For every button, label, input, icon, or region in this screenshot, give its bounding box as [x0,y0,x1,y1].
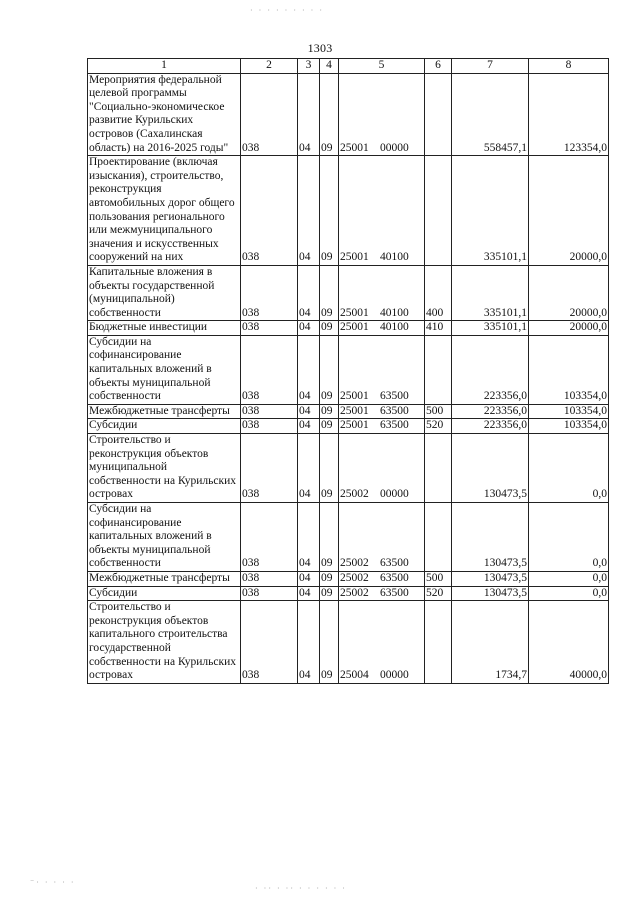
target-article-suffix: 63500 [380,404,409,417]
target-article-part: 25002 [340,557,369,570]
amount-col8-cell: 0,0 [529,434,609,503]
target-article-suffix: 63500 [380,419,409,432]
ministry-code-cell: 038 [241,404,298,419]
scan-artifact-bottom: · ·· · ·· · · · · · · [255,884,347,893]
row-name-cell: Субсидии на софинансирование капитальных вложений в объекты муниципальной собственности [88,335,241,404]
section-code-cell: 04 [298,503,320,572]
ministry-code-cell: 038 [241,265,298,320]
expense-type-cell [425,503,452,572]
header-cell: 4 [320,59,339,74]
amount-col7-cell: 130473,5 [452,503,529,572]
expense-type-cell: 500 [425,404,452,419]
amount-col8-cell: 123354,0 [529,73,609,156]
target-article-cell [339,335,425,404]
amount-col7-cell: 130473,5 [452,586,529,601]
row-name-cell: Строительство и реконструкция объектов капитального строительства государственной собственности на Курильских островах [88,601,241,684]
expense-type-cell [425,601,452,684]
section-code-cell: 04 [298,586,320,601]
amount-col8-cell: 20000,0 [529,321,609,336]
table-row [88,404,609,419]
header-cell: 5 [339,59,425,74]
target-article-part: 25004 [340,669,369,682]
target-article-suffix: 40100 [380,306,409,319]
amount-col7-cell: 130473,5 [452,434,529,503]
row-name-cell: Строительство и реконструкция объектов муниципальной собственности на Курильских островах [88,434,241,503]
ministry-code-cell: 038 [241,156,298,266]
amount-col7-cell: 335101,1 [452,156,529,266]
target-article-part: 25002 [340,586,369,599]
amount-col8-cell: 0,0 [529,571,609,586]
section-code-cell: 04 [298,321,320,336]
target-article-cell [339,73,425,156]
target-article-suffix: 40100 [380,321,409,334]
row-name-cell: Проектирование (включая изыскания), строительство, реконструкция автомобильных дорог общего пользования регионального или межмуниципального значения и искусственных сооружений на них [88,156,241,266]
target-article-cell [339,419,425,434]
table-row [88,434,609,503]
amount-col8-cell: 103354,0 [529,335,609,404]
target-article-cell [339,265,425,320]
subsection-code-cell: 09 [320,434,339,503]
row-name-cell: Бюджетные инвестиции [88,321,241,336]
target-article-cell [339,321,425,336]
expense-type-cell [425,434,452,503]
ministry-code-cell: 038 [241,434,298,503]
amount-col7-cell: 223356,0 [452,404,529,419]
ministry-code-cell: 038 [241,335,298,404]
target-article-suffix: 63500 [380,390,409,403]
header-cell: 3 [298,59,320,74]
target-article-suffix: 63500 [380,571,409,584]
table-row [88,335,609,404]
header-cell: 6 [425,59,452,74]
section-code-cell: 04 [298,335,320,404]
section-code-cell: 04 [298,419,320,434]
target-article-cell [339,571,425,586]
row-name-cell: Межбюджетные трансферты [88,404,241,419]
row-name-cell: Субсидии на софинансирование капитальных вложений в объекты муниципальной собственности [88,503,241,572]
table-row [88,503,609,572]
table-row [88,571,609,586]
target-article-cell [339,404,425,419]
table-row [88,73,609,156]
subsection-code-cell: 09 [320,419,339,434]
target-article-suffix: 63500 [380,586,409,599]
target-article-part: 25002 [340,571,369,584]
section-code-cell: 04 [298,434,320,503]
section-code-cell: 04 [298,571,320,586]
target-article-cell [339,586,425,601]
expense-type-cell: 410 [425,321,452,336]
table-row [88,601,609,684]
target-article-suffix: 00000 [380,488,409,501]
amount-col8-cell: 103354,0 [529,404,609,419]
budget-table [87,58,609,684]
amount-col7-cell: 1734,7 [452,601,529,684]
expense-type-cell: 520 [425,419,452,434]
ministry-code-cell: 038 [241,601,298,684]
header-cell: 2 [241,59,298,74]
target-article-part: 25001 [340,404,369,417]
subsection-code-cell: 09 [320,265,339,320]
target-article-suffix: 00000 [380,669,409,682]
table-row [88,156,609,266]
row-name-cell: Субсидии [88,419,241,434]
subsection-code-cell: 09 [320,586,339,601]
amount-col7-cell: 223356,0 [452,419,529,434]
target-article-part: 25001 [340,141,369,154]
amount-col7-cell: 558457,1 [452,73,529,156]
subsection-code-cell: 09 [320,335,339,404]
row-name-cell: Субсидии [88,586,241,601]
amount-col7-cell: 223356,0 [452,335,529,404]
amount-col8-cell: 20000,0 [529,265,609,320]
table-row [88,321,609,336]
section-code-cell: 04 [298,601,320,684]
target-article-part: 25001 [340,251,369,264]
target-article-part: 25001 [340,419,369,432]
expense-type-cell [425,156,452,266]
expense-type-cell [425,73,452,156]
amount-col7-cell: 335101,1 [452,321,529,336]
subsection-code-cell: 09 [320,404,339,419]
subsection-code-cell: 09 [320,321,339,336]
ministry-code-cell: 038 [241,571,298,586]
section-code-cell: 04 [298,156,320,266]
target-article-cell [339,434,425,503]
section-code-cell: 04 [298,265,320,320]
amount-col8-cell: 40000,0 [529,601,609,684]
subsection-code-cell: 09 [320,601,339,684]
target-article-cell [339,503,425,572]
target-article-part: 25001 [340,306,369,319]
ministry-code-cell: 038 [241,586,298,601]
target-article-part: 25002 [340,488,369,501]
expense-type-cell: 400 [425,265,452,320]
table-row [88,419,609,434]
subsection-code-cell: 09 [320,571,339,586]
target-article-part: 25001 [340,390,369,403]
amount-col7-cell: 130473,5 [452,571,529,586]
section-code-cell: 04 [298,404,320,419]
scan-artifact-top: · · · · · · · · · [250,6,324,15]
header-cell: 1 [88,59,241,74]
amount-col8-cell: 0,0 [529,586,609,601]
subsection-code-cell: 09 [320,156,339,266]
ministry-code-cell: 038 [241,321,298,336]
page-number: 1303 [307,41,333,55]
expense-type-cell: 500 [425,571,452,586]
row-name-cell: Капитальные вложения в объекты государственной (муниципальной) собственности [88,265,241,320]
section-code-cell: 04 [298,73,320,156]
target-article-suffix: 00000 [380,141,409,154]
amount-col7-cell: 335101,1 [452,265,529,320]
target-article-cell [339,156,425,266]
expense-type-cell [425,335,452,404]
target-article-suffix: 40100 [380,251,409,264]
ministry-code-cell: 038 [241,73,298,156]
expense-type-cell: 520 [425,586,452,601]
row-name-cell: Мероприятия федеральной целевой программы "Социально-экономическое развитие Курильских островов (Сахалинская область) на 2016-2025 годы" [88,73,241,156]
table-row [88,265,609,320]
amount-col8-cell: 103354,0 [529,419,609,434]
table-row [88,586,609,601]
amount-col8-cell: 0,0 [529,503,609,572]
subsection-code-cell: 09 [320,73,339,156]
target-article-part: 25001 [340,321,369,334]
row-name-cell: Межбюджетные трансферты [88,571,241,586]
target-article-suffix: 63500 [380,557,409,570]
target-article-cell [339,601,425,684]
subsection-code-cell: 09 [320,503,339,572]
amount-col8-cell: 20000,0 [529,156,609,266]
ministry-code-cell: 038 [241,503,298,572]
table-header-row [88,59,609,74]
header-cell: 8 [529,59,609,74]
header-cell: 7 [452,59,529,74]
scan-artifact-bottom-left: ⁻· · · · · [30,878,76,887]
ministry-code-cell: 038 [241,419,298,434]
